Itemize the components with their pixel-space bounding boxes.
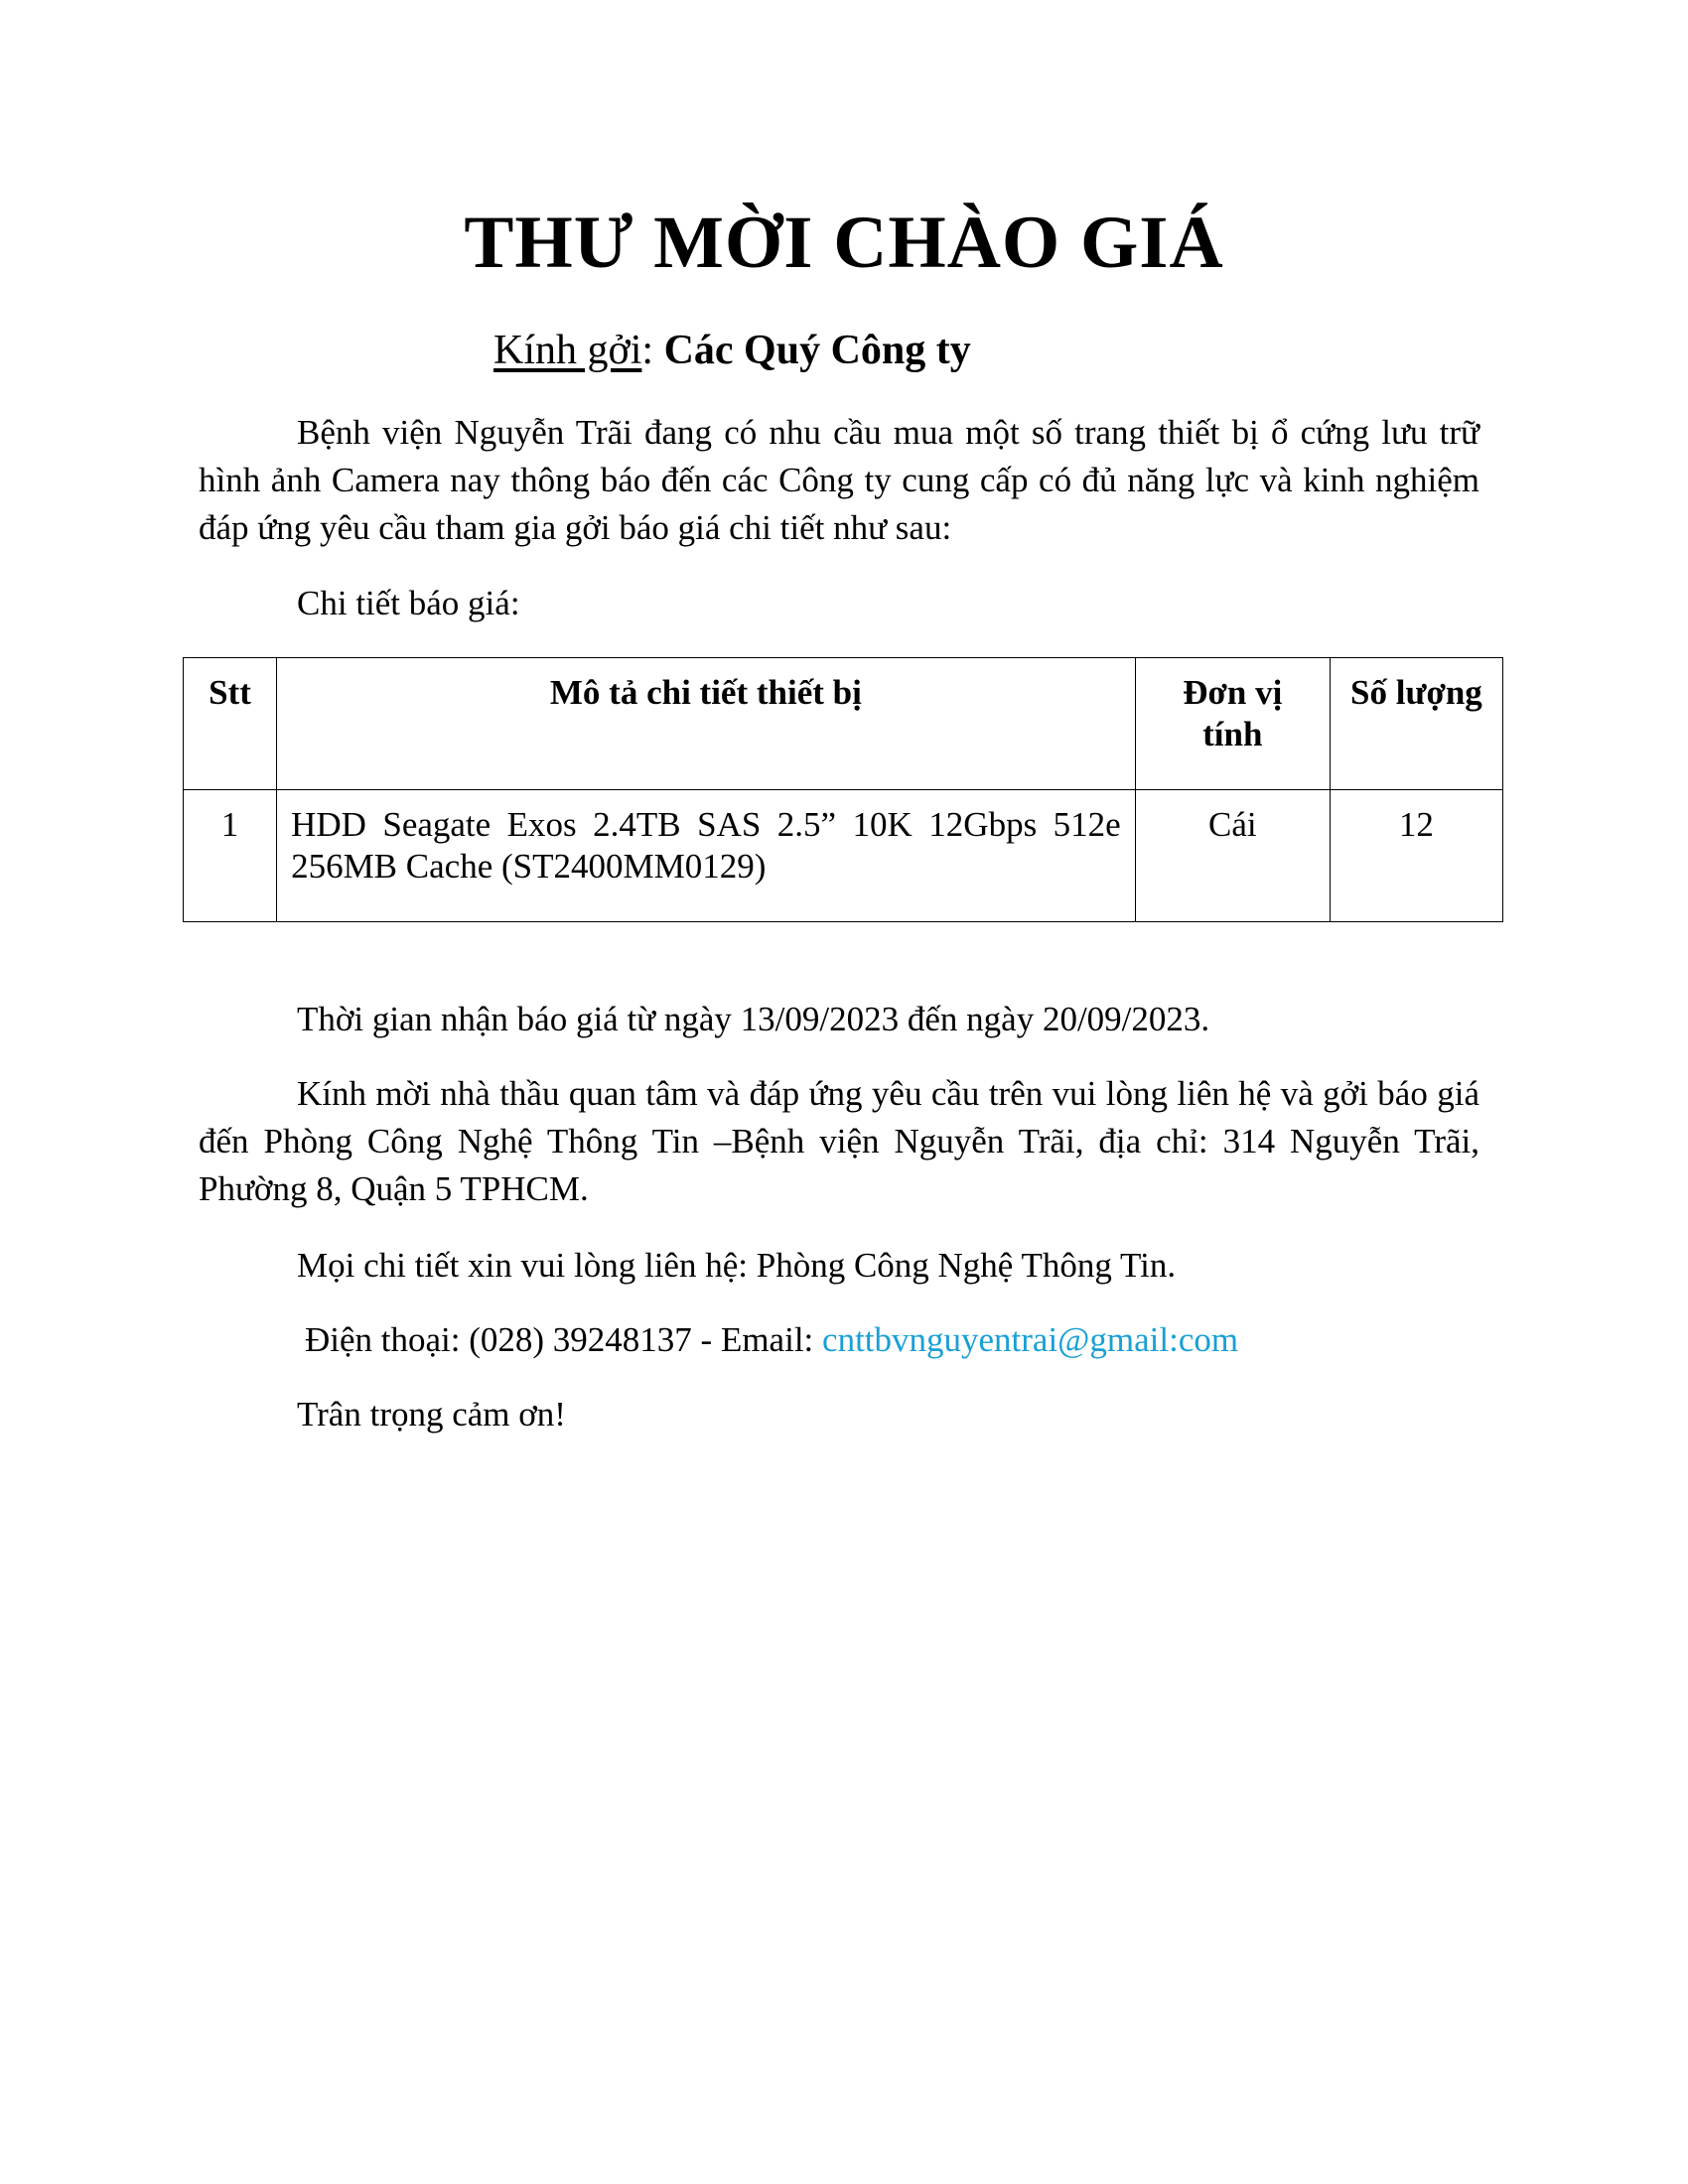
salutation [493, 326, 971, 375]
email-link[interactable]: cnttbvnguyentrai@gmail:com [822, 1320, 1239, 1359]
cell-quantity: 12 [1330, 790, 1502, 922]
header-unit: Đơn vị tính [1135, 658, 1330, 790]
salutation-recipient: Các Quý Công ty [663, 328, 971, 373]
header-quantity: Số lượng [1330, 658, 1502, 790]
document-title: THƯ MỜI CHÀO GIÁ [464, 202, 1224, 284]
contact-line: Mọi chi tiết xin vui lòng liên hệ: Phòng Công Nghệ Thông Tin. [297, 1246, 1177, 1285]
salutation-label: Kính gởi [493, 328, 642, 373]
cell-description: HDD Seagate Exos 2.4TB SAS 2.5” 10K 12Gbps 512e 256MB Cache (ST2400MM0129) [277, 790, 1136, 922]
phone-email-line [305, 1316, 1238, 1364]
quote-table [183, 657, 1503, 922]
table-row [184, 790, 1503, 922]
cell-unit: Cái [1135, 790, 1330, 922]
header-description: Mô tả chi tiết thiết bị [277, 658, 1136, 790]
closing-text: Trân trọng cảm ơn! [297, 1395, 566, 1433]
intro-paragraph: Bệnh viện Nguyễn Trãi đang có nhu cầu mua một số trang thiết bị ổ cứng lưu trữ hình ảnh Camera nay thông báo đến các Công ty cung cấp có đủ năng lực và kinh nghiệm đáp ứng yêu cầu tham gia gởi báo giá chi tiết như sau: [199, 413, 1479, 547]
invitation-paragraph: Kính mời nhà thầu quan tâm và đáp ứng yêu cầu trên vui lòng liên hệ và gởi báo giá đến Phòng Công Nghệ Thông Tin –Bệnh viện Nguyễn Trãi, địa chỉ: 314 Nguyễn Trãi, Phường 8, Quận 5 TPHCM. [199, 1074, 1479, 1208]
deadline-text: Thời gian nhận báo giá từ ngày 13/09/2023 đến ngày 20/09/2023. [297, 1000, 1210, 1038]
header-stt: Stt [184, 658, 277, 790]
details-heading: Chi tiết báo giá: [297, 584, 520, 622]
cell-stt: 1 [184, 790, 277, 922]
table-header-row [184, 658, 1503, 790]
salutation-separator: : [641, 328, 664, 373]
phone-text: Điện thoại: (028) 39248137 - Email: [305, 1320, 823, 1359]
